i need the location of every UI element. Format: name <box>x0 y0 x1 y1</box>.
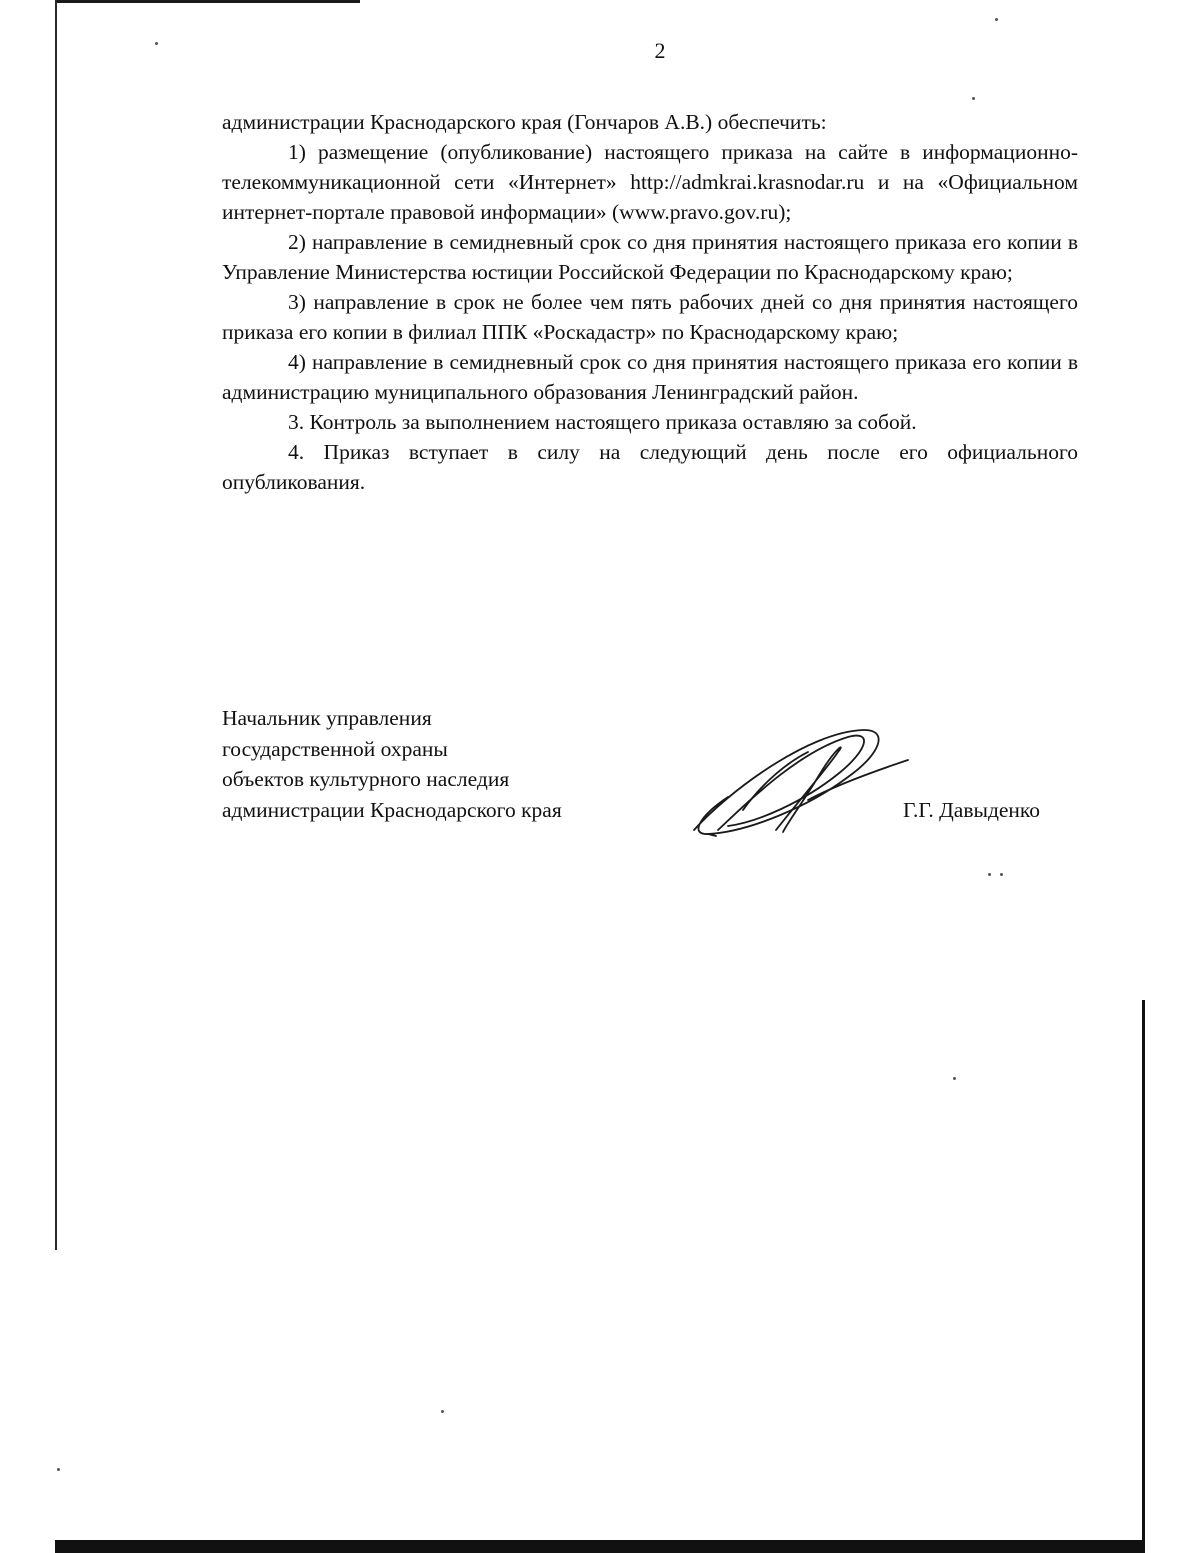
signatory-title <box>222 703 562 825</box>
scan-left-edge <box>55 0 57 1250</box>
scan-bottom-edge <box>55 1540 1145 1553</box>
paragraph-item-1: 1) размещение (опубликование) настоящего приказа на сайте в информационно-телекоммуникационной сети «Интернет» http://admkrai.krasnodar.ru и на «Официальном интернет-портале правовой информации» (www.pravo.gov.ru); <box>222 140 1078 224</box>
scan-speck <box>988 873 991 876</box>
paragraph-clause-4: 4. Приказ вступает в силу на следующий день после его официального опубликования. <box>222 440 1078 494</box>
scan-speck <box>995 18 998 21</box>
scan-speck <box>441 1410 444 1413</box>
paragraph-item-3: 3) направление в срок не более чем пять рабочих дней со дня принятия настоящего приказа его копии в филиал ППК «Роскадастр» по Краснодарскому краю; <box>222 290 1078 344</box>
scan-speck <box>57 1468 60 1471</box>
paragraph-item-4: 4) направление в семидневный срок со дня принятия настоящего приказа его копии в администрацию муниципального образования Ленинградский район. <box>222 350 1078 404</box>
paragraph-item-2: 2) направление в семидневный срок со дня принятия настоящего приказа его копии в Управление Министерства юстиции Российской Федерации по Краснодарскому краю; <box>222 230 1078 284</box>
signatory-title-line: администрации Краснодарского края <box>222 797 562 822</box>
scan-top-dashes <box>250 0 370 3</box>
signatory-title-line: Начальник управления <box>222 706 432 730</box>
document-body <box>222 107 1078 497</box>
scan-speck <box>972 97 975 100</box>
paragraph-clause-3: 3. Контроль за выполнением настоящего приказа оставляю за собой. <box>288 410 917 434</box>
handwritten-signature <box>688 722 913 842</box>
page-number: 2 <box>654 38 666 63</box>
scan-speck <box>1000 873 1003 876</box>
signatory-title-line: объектов культурного наследия <box>222 767 510 791</box>
paragraph-intro: администрации Краснодарского края (Гончаров А.В.) обеспечить: <box>222 110 827 134</box>
signatory-title-line: государственной охраны <box>222 736 448 761</box>
scan-right-edge <box>1142 1000 1145 1553</box>
signer-name: Г.Г. Давыденко <box>903 798 1041 822</box>
scan-speck <box>953 1077 956 1080</box>
